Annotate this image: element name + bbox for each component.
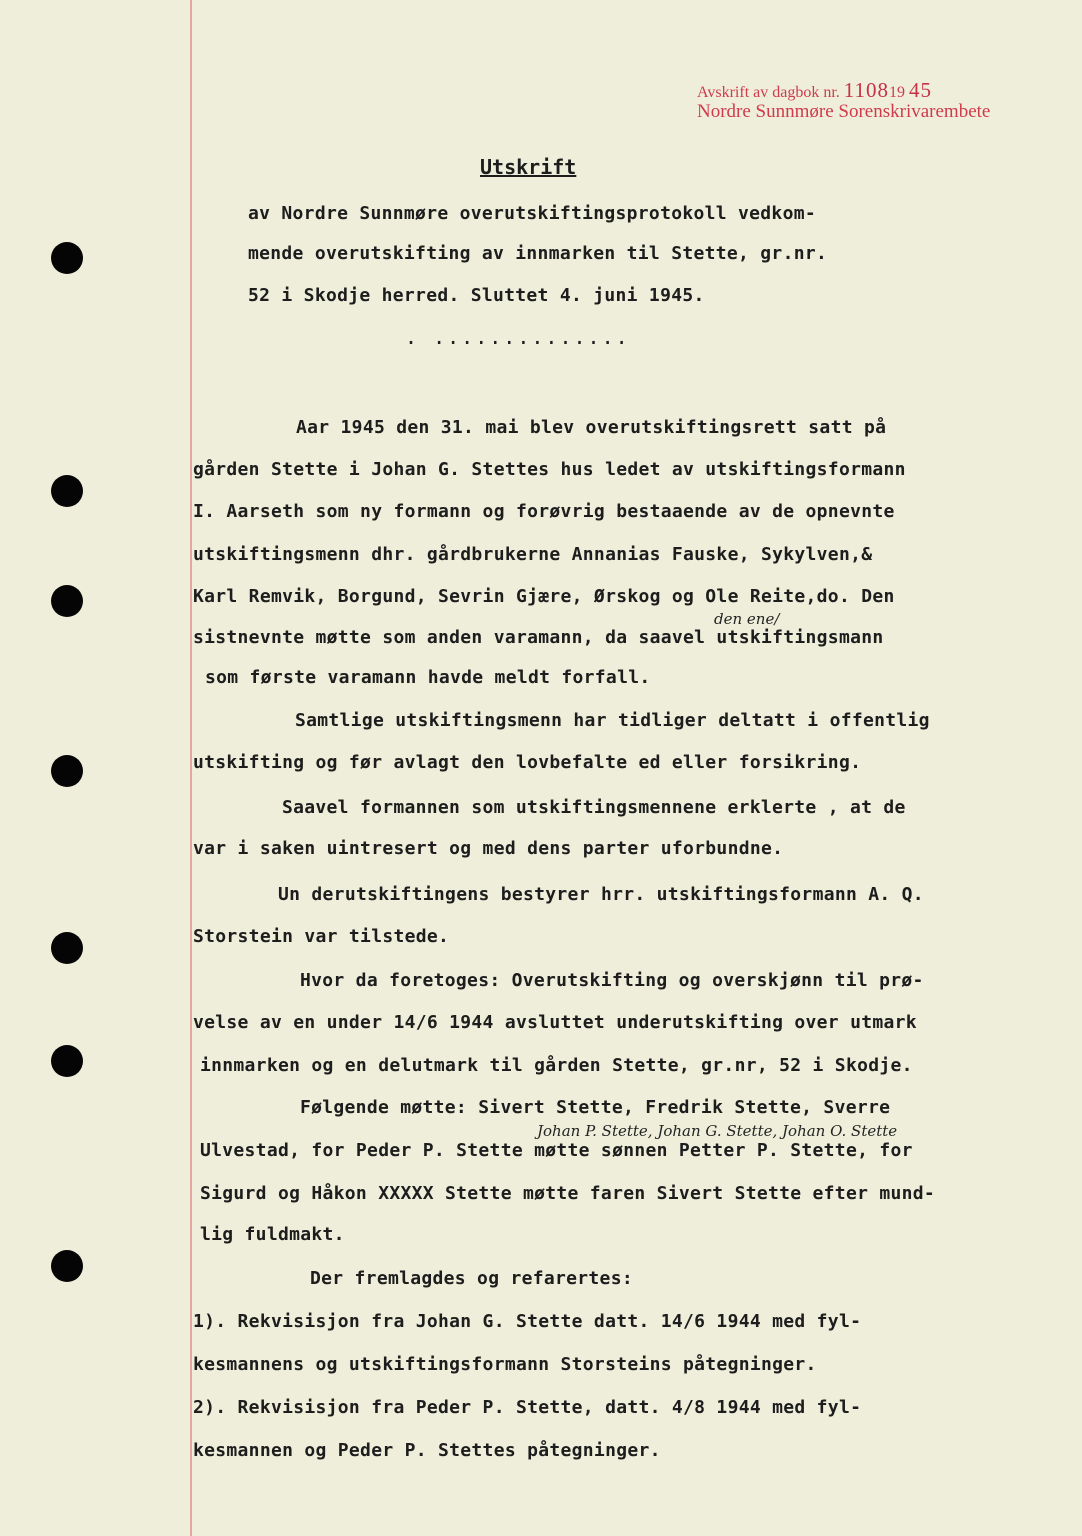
text-line: utskifting og før avlagt den lovbefalte ed eller forsikring.: [193, 752, 862, 773]
text-line: Der fremlagdes og refarertes:: [310, 1268, 633, 1289]
text-line: Un derutskiftingens bestyrer hrr. utskiftingsformann A. Q.: [278, 884, 924, 905]
text-line: Samtlige utskiftingsmenn har tidliger deltatt i offentlig: [295, 710, 930, 731]
text-line: innmarken og en delutmark til gården Stette, gr.nr, 52 i Skodje.: [200, 1055, 913, 1076]
archive-stamp-line2: Nordre Sunnmøre Sorenskrivarembete: [697, 101, 991, 122]
text-line: Ulvestad, for Peder P. Stette møtte sønnen Petter P. Stette, for: [200, 1140, 913, 1161]
text-line: var i saken uintresert og med dens parter uforbundne.: [193, 838, 784, 859]
text-line: Saavel formannen som utskiftingsmennene erklerte , at de: [282, 797, 906, 818]
text-line: kesmannens og utskiftingsformann Storsteins påtegninger.: [193, 1354, 817, 1375]
text-line: av Nordre Sunnmøre overutskiftingsprotokoll vedkom-: [248, 203, 816, 224]
separator-dots: . ..............: [405, 325, 630, 349]
text-line: Følgende møtte: Sivert Stette, Fredrik Stette, Sverre: [300, 1097, 891, 1118]
text-line: kesmannen og Peder P. Stettes påtegninger.: [193, 1440, 661, 1461]
archive-stamp-line1: Avskrift av dagbok nr. 110819 45: [697, 78, 933, 102]
text-line: 52 i Skodje herred. Sluttet 4. juni 1945.: [248, 285, 705, 306]
text-line: Karl Remvik, Borgund, Sevrin Gjære, Ørskog og Ole Reite,do. Den: [193, 586, 895, 607]
punch-hole: [51, 755, 83, 787]
text-line: som første varamann havde meldt forfall.: [205, 667, 651, 688]
text-line: gården Stette i Johan G. Stettes hus ledet av utskiftingsformann: [193, 459, 906, 480]
text-line: 2). Rekvisisjon fra Peder P. Stette, datt. 4/8 1944 med fyl-: [193, 1397, 862, 1418]
text-line: lig fuldmakt.: [200, 1224, 345, 1245]
punch-hole: [51, 1045, 83, 1077]
text-line: I. Aarseth som ny formann og forøvrig bestaaende av de opnevnte: [193, 501, 895, 522]
punch-hole: [51, 1250, 83, 1282]
inserted-text: den ene/: [714, 610, 780, 628]
handwritten-names: Johan P. Stette, Johan G. Stette, Johan O. Stette: [537, 1122, 898, 1140]
punch-hole: [51, 242, 83, 274]
text-line: Hvor da foretoges: Overutskifting og overskjønn til prø-: [300, 970, 924, 991]
punch-hole: [51, 475, 83, 507]
punch-hole: [51, 585, 83, 617]
text-line: utskiftingsmenn dhr. gårdbrukerne Annanias Fauske, Sykylven,&: [193, 544, 873, 565]
text-line: sistnevnte møtte som anden varamann, da saavel utskiftingsmann: [193, 627, 884, 648]
text-line: velse av en under 14/6 1944 avsluttet underutskifting over utmark: [193, 1012, 917, 1033]
punch-hole: [51, 932, 83, 964]
document-title: Utskrift: [480, 155, 577, 179]
text-line: Sigurd og Håkon XXXXX Stette møtte faren Sivert Stette efter mund-: [200, 1183, 936, 1204]
text-line: 1). Rekvisisjon fra Johan G. Stette datt. 14/6 1944 med fyl-: [193, 1311, 862, 1332]
text-line: Storstein var tilstede.: [193, 926, 450, 947]
text-line: mende overutskifting av innmarken til Stette, gr.nr.: [248, 243, 828, 264]
margin-line: [190, 0, 192, 1536]
text-line: Aar 1945 den 31. mai blev overutskiftingsrett satt på: [296, 417, 887, 438]
